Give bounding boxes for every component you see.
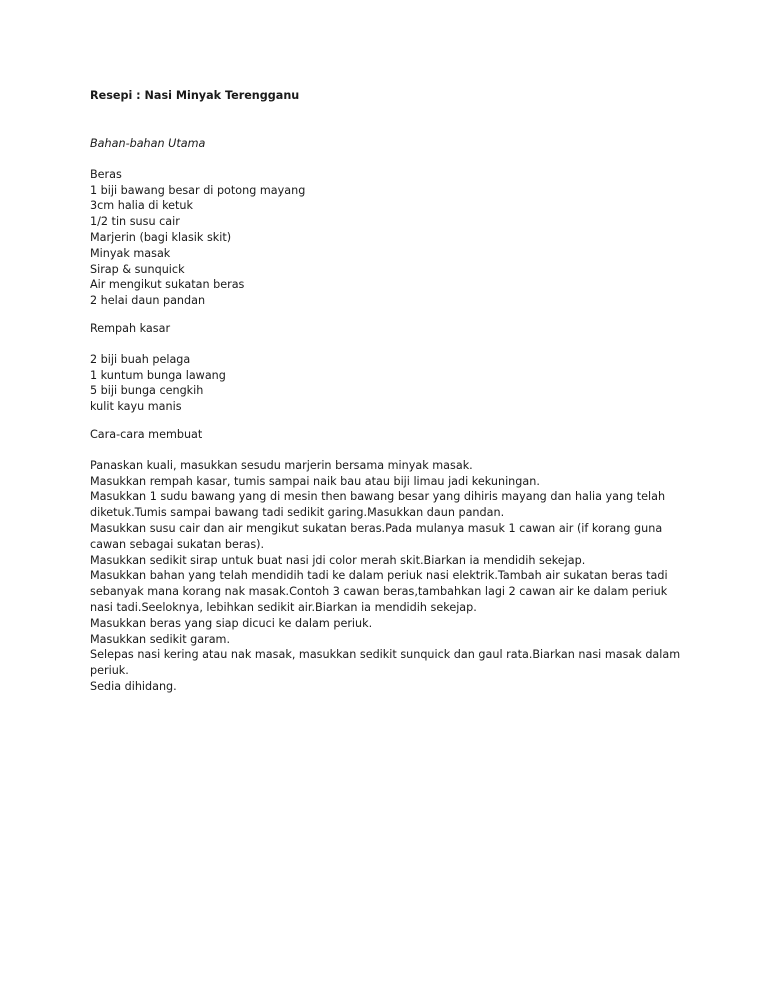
recipe-title: Resepi : Nasi Minyak Terengganu xyxy=(90,89,300,102)
ingredient-item: Marjerin (bagi klasik skit) xyxy=(90,230,232,244)
ingredient-item: 2 biji buah pelaga xyxy=(90,352,191,366)
ingredient-item: 5 biji bunga cengkih xyxy=(90,384,204,398)
ingredient-item: kulit kayu manis xyxy=(90,400,182,414)
ingredient-item: Air mengikut sukatan beras xyxy=(90,278,245,292)
main-ingredients-list xyxy=(90,167,690,309)
rempah-heading: Rempah kasar xyxy=(90,321,171,335)
method-heading: Cara-cara membuat xyxy=(90,427,203,441)
method-step: Masukkan sedikit sirap untuk buat nasi jdi color merah skit.Biarkan ia mendidih sekejap. xyxy=(90,553,586,567)
method-step: Panaskan kuali, masukkan sesudu marjerin bersama minyak masak. xyxy=(90,458,473,472)
ingredient-item: 2 helai daun pandan xyxy=(90,294,206,308)
method-step: Masukkan bahan yang telah mendidih tadi ke dalam periuk nasi elektrik.Tambah air sukatan beras tadi sebanyak mana korang nak masak.Contoh 3 cawan beras,tambahkan lagi 2 cawan air ke dalam periuk nasi tadi.Seeloknya, lebihkan sedikit air.Biarkan ia mendidih sekejap. xyxy=(90,569,668,614)
ingredient-item: 3cm halia di ketuk xyxy=(90,199,193,213)
ingredient-item: 1 kuntum bunga lawang xyxy=(90,368,226,382)
ingredient-item: 1/2 tin susu cair xyxy=(90,215,180,229)
method-steps xyxy=(90,458,690,695)
method-step: Selepas nasi kering atau nak masak, masukkan sedikit sunquick dan gaul rata.Biarkan nasi masak dalam periuk. xyxy=(90,648,681,678)
method-step: Masukkan beras yang siap dicuci ke dalam periuk. xyxy=(90,616,373,630)
ingredient-item: Beras xyxy=(90,167,122,181)
method-step: Sedia dihidang. xyxy=(90,679,177,693)
method-step: Masukkan 1 sudu bawang yang di mesin then bawang besar yang dihiris mayang dan halia yang telah diketuk.Tumis sampai bawang tadi sedikit garing.Masukkan daun pandan. xyxy=(90,490,666,520)
method-step: Masukkan rempah kasar, tumis sampai naik bau atau biji limau jadi kekuningan. xyxy=(90,474,540,488)
method-step: Masukkan susu cair dan air mengikut sukatan beras.Pada mulanya masuk 1 cawan air (if korang guna cawan sebagai sukatan beras). xyxy=(90,521,663,551)
main-ingredients-heading: Bahan-bahan Utama xyxy=(90,137,206,150)
document-page xyxy=(90,88,690,695)
rempah-list xyxy=(90,352,690,415)
method-step: Masukkan sedikit garam. xyxy=(90,632,231,646)
ingredient-item: Minyak masak xyxy=(90,246,171,260)
ingredient-item: Sirap & sunquick xyxy=(90,262,185,276)
ingredient-item: 1 biji bawang besar di potong mayang xyxy=(90,183,306,197)
